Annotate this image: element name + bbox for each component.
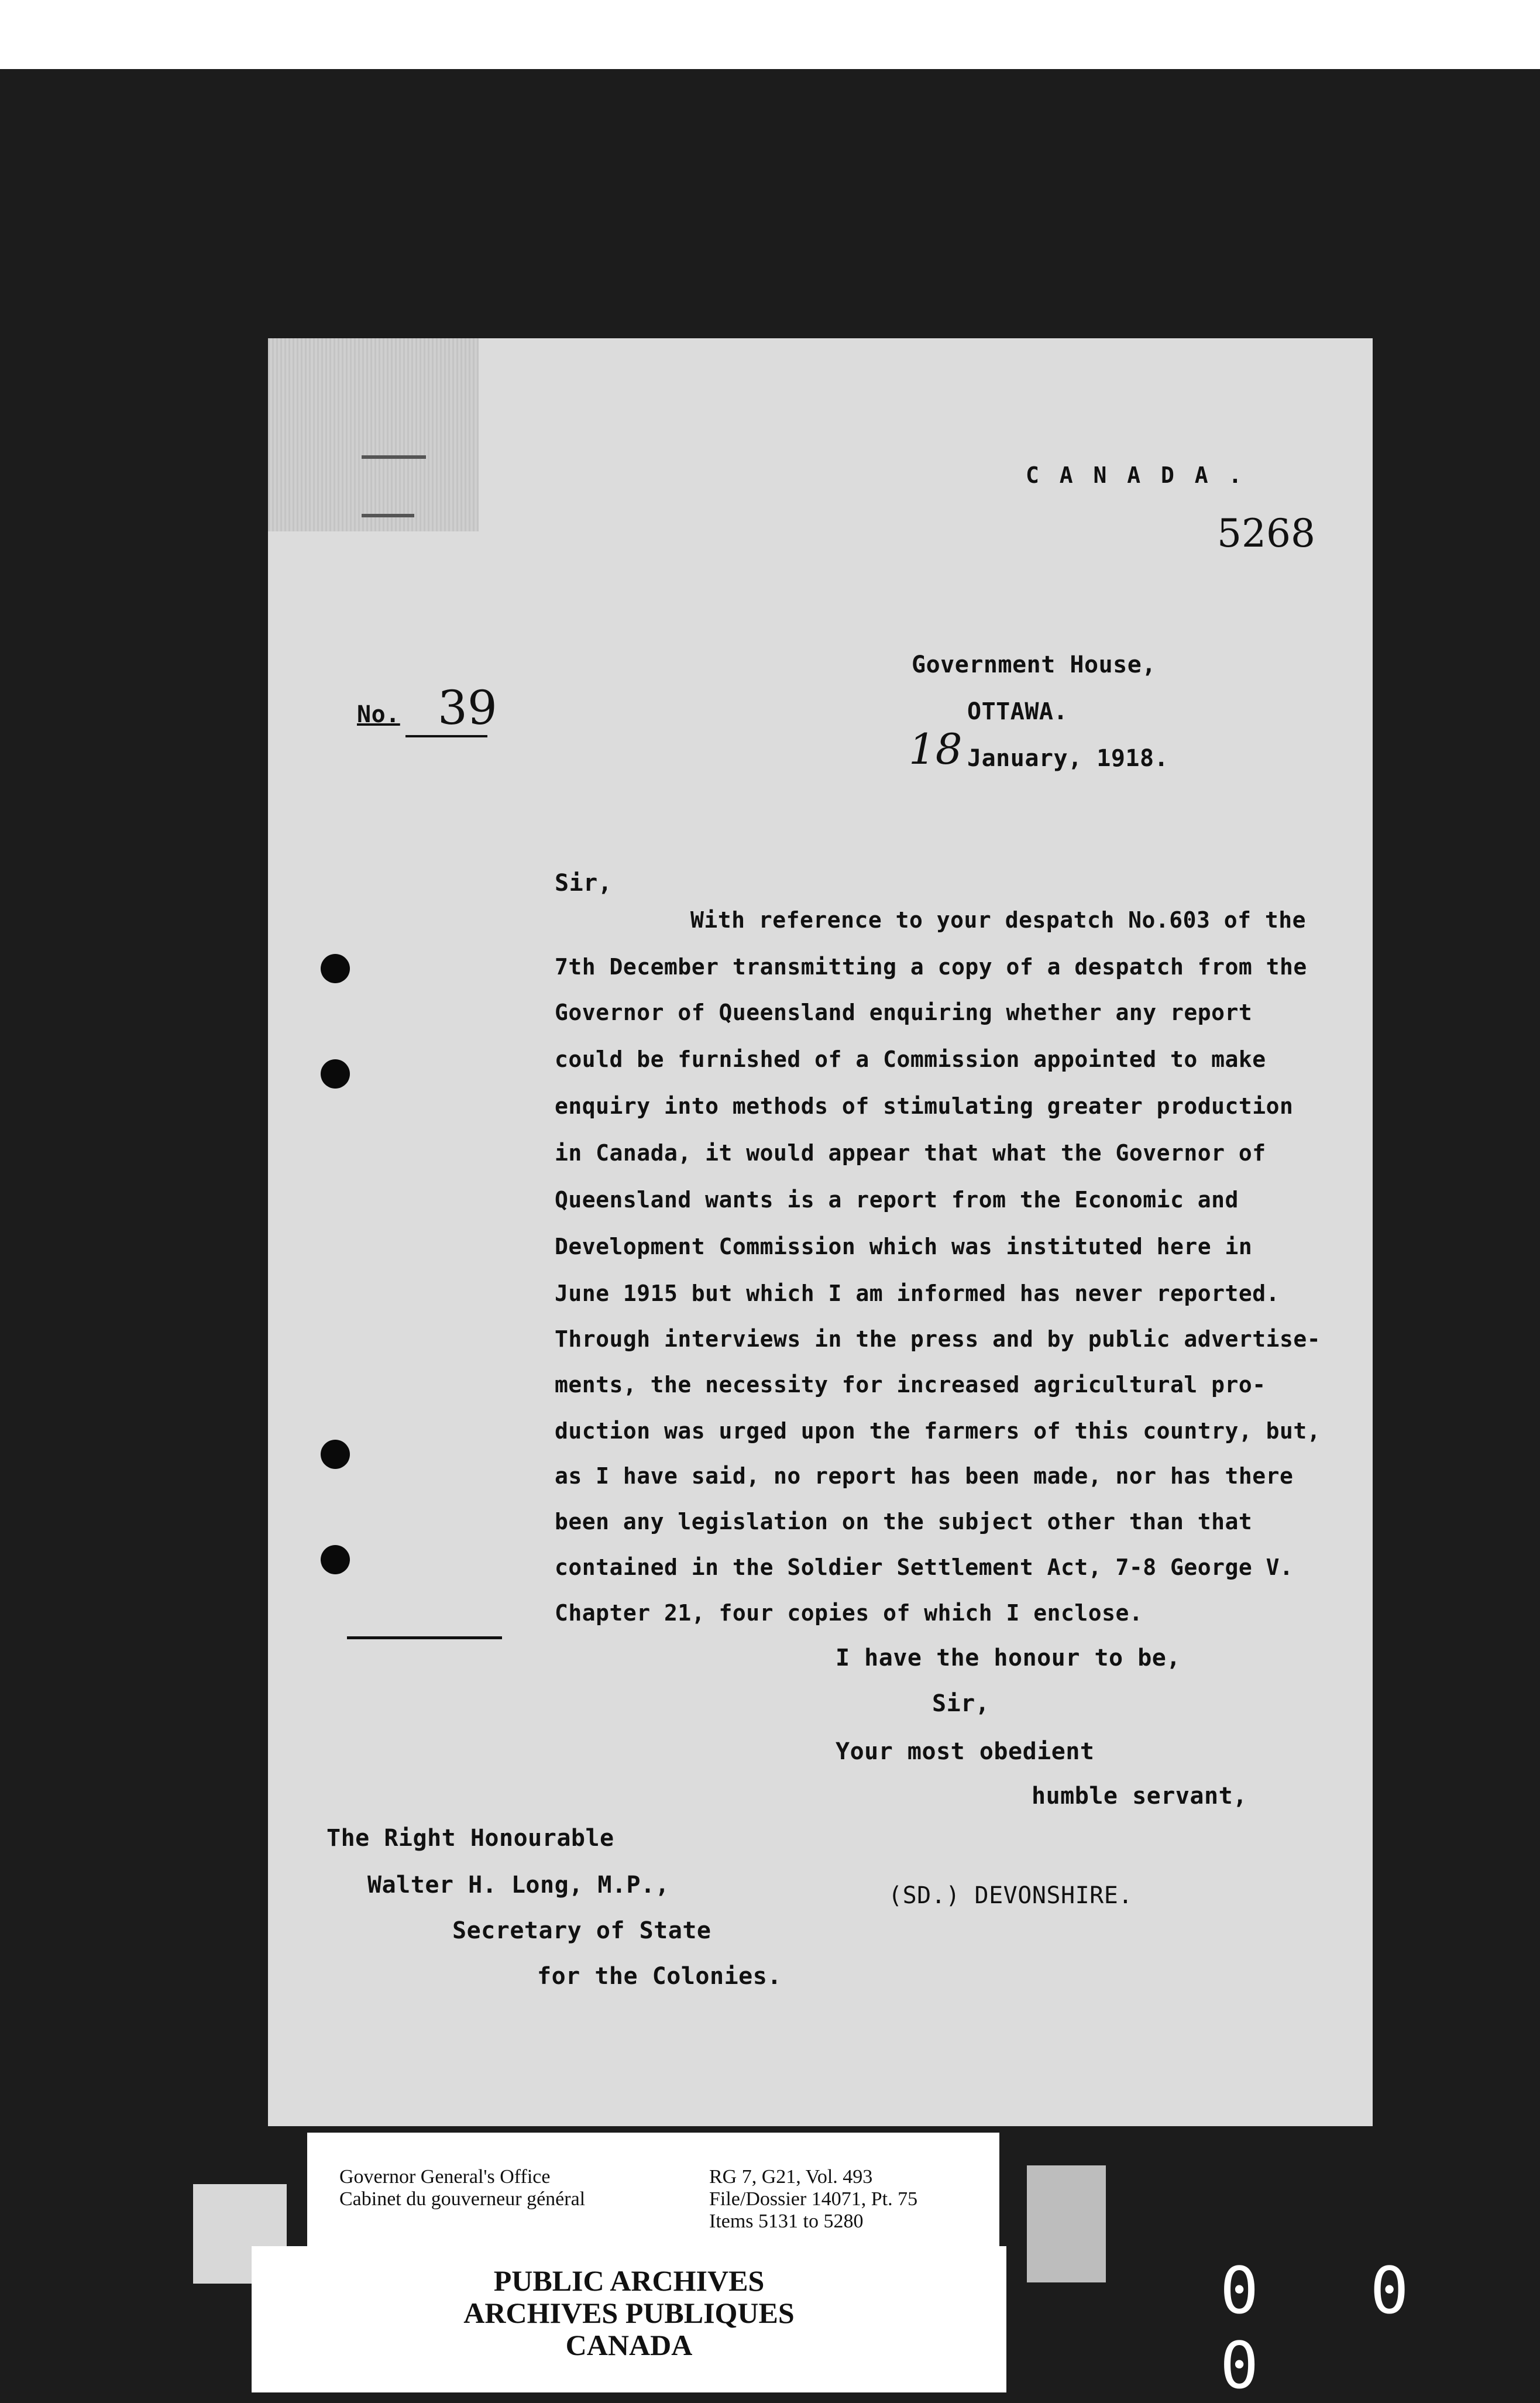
stamp-line: PUBLIC ARCHIVES <box>493 2264 765 2297</box>
recipient-line: Walter H. Long, M.P., <box>367 1872 670 1899</box>
office-en: Governor General's Office <box>339 2166 551 2188</box>
letter-line: 7th December transmitting a copy of a despatch from the <box>555 954 1307 980</box>
letter-line: Chapter 21, four copies of which I enclose. <box>555 1600 1143 1626</box>
signature: (SD.) DEVONSHIRE. <box>888 1882 1133 1909</box>
stamp-line: CANADA <box>565 2329 693 2361</box>
office-fr: Cabinet du gouverneur général <box>339 2188 586 2210</box>
letter-line: June 1915 but which I am informed has never reported. <box>555 1281 1280 1306</box>
letter-line: been any legislation on the subject other than that <box>555 1509 1253 1535</box>
archive-ref: RG 7, G21, Vol. 493 <box>709 2166 873 2188</box>
closing-line: I have the honour to be, <box>836 1645 1181 1671</box>
punch-hole <box>321 1059 350 1089</box>
letter-line: Governor of Queensland enquiring whether any report <box>555 1000 1253 1025</box>
address-house: Government House, <box>912 651 1156 678</box>
country-heading: C A N A D A . <box>1026 462 1246 488</box>
letter-line: enquiry into methods of stimulating greater production <box>555 1093 1294 1119</box>
document-number: 5268 <box>1217 511 1315 556</box>
address-city: OTTAWA. <box>967 698 1068 725</box>
despatch-underline <box>405 735 487 737</box>
tape-mark <box>362 455 426 459</box>
archive-label <box>307 2133 999 2250</box>
document-page <box>268 338 1373 2126</box>
archive-ref: File/Dossier 14071, Pt. 75 <box>709 2188 918 2210</box>
closing-line: Sir, <box>932 1690 990 1717</box>
tape-strip <box>268 338 479 531</box>
film-top-edge <box>0 0 1540 69</box>
closing-line: Your most obedient <box>836 1738 1095 1765</box>
letter-line: With reference to your despatch No.603 of the <box>690 907 1307 933</box>
recipient-line: for the Colonies. <box>537 1963 782 1990</box>
despatch-number: 39 <box>438 681 497 735</box>
salutation: Sir, <box>555 870 613 897</box>
recipient-line: Secretary of State <box>452 1917 711 1944</box>
letter-line: could be furnished of a Commission appointed to make <box>555 1046 1266 1072</box>
archives-stamp <box>252 2246 1006 2392</box>
stamp-line: ARCHIVES PUBLIQUES <box>463 2296 795 2329</box>
punch-hole <box>321 1545 350 1574</box>
date-day: 18 <box>909 725 962 774</box>
letter-line: in Canada, it would appear that what the Governor of <box>555 1140 1266 1166</box>
margin-rule <box>347 1636 502 1639</box>
punch-hole <box>321 1440 350 1469</box>
letter-line: Development Commission which was instituted here in <box>555 1234 1253 1259</box>
film-tab-right <box>1027 2165 1106 2282</box>
punch-hole <box>321 954 350 983</box>
despatch-label: No. <box>357 701 400 728</box>
tape-mark <box>362 514 414 517</box>
archive-ref: Items 5131 to 5280 <box>709 2210 864 2232</box>
address-date: January, 1918. <box>967 745 1169 772</box>
letter-line: as I have said, no report has been made, nor has there <box>555 1463 1294 1489</box>
frame-number: 0 0 0 <box>1220 2253 1445 2403</box>
closing-line: humble servant, <box>1032 1783 1247 1810</box>
letter-line: ments, the necessity for increased agricultural pro- <box>555 1372 1266 1398</box>
letter-line: Queensland wants is a report from the Economic and <box>555 1187 1239 1213</box>
recipient-line: The Right Honourable <box>326 1825 614 1852</box>
letter-line: contained in the Soldier Settlement Act, 7-8 George V. <box>555 1554 1294 1580</box>
letter-line: Through interviews in the press and by public advertise- <box>555 1326 1321 1352</box>
letter-line: duction was urged upon the farmers of this country, but, <box>555 1418 1321 1444</box>
